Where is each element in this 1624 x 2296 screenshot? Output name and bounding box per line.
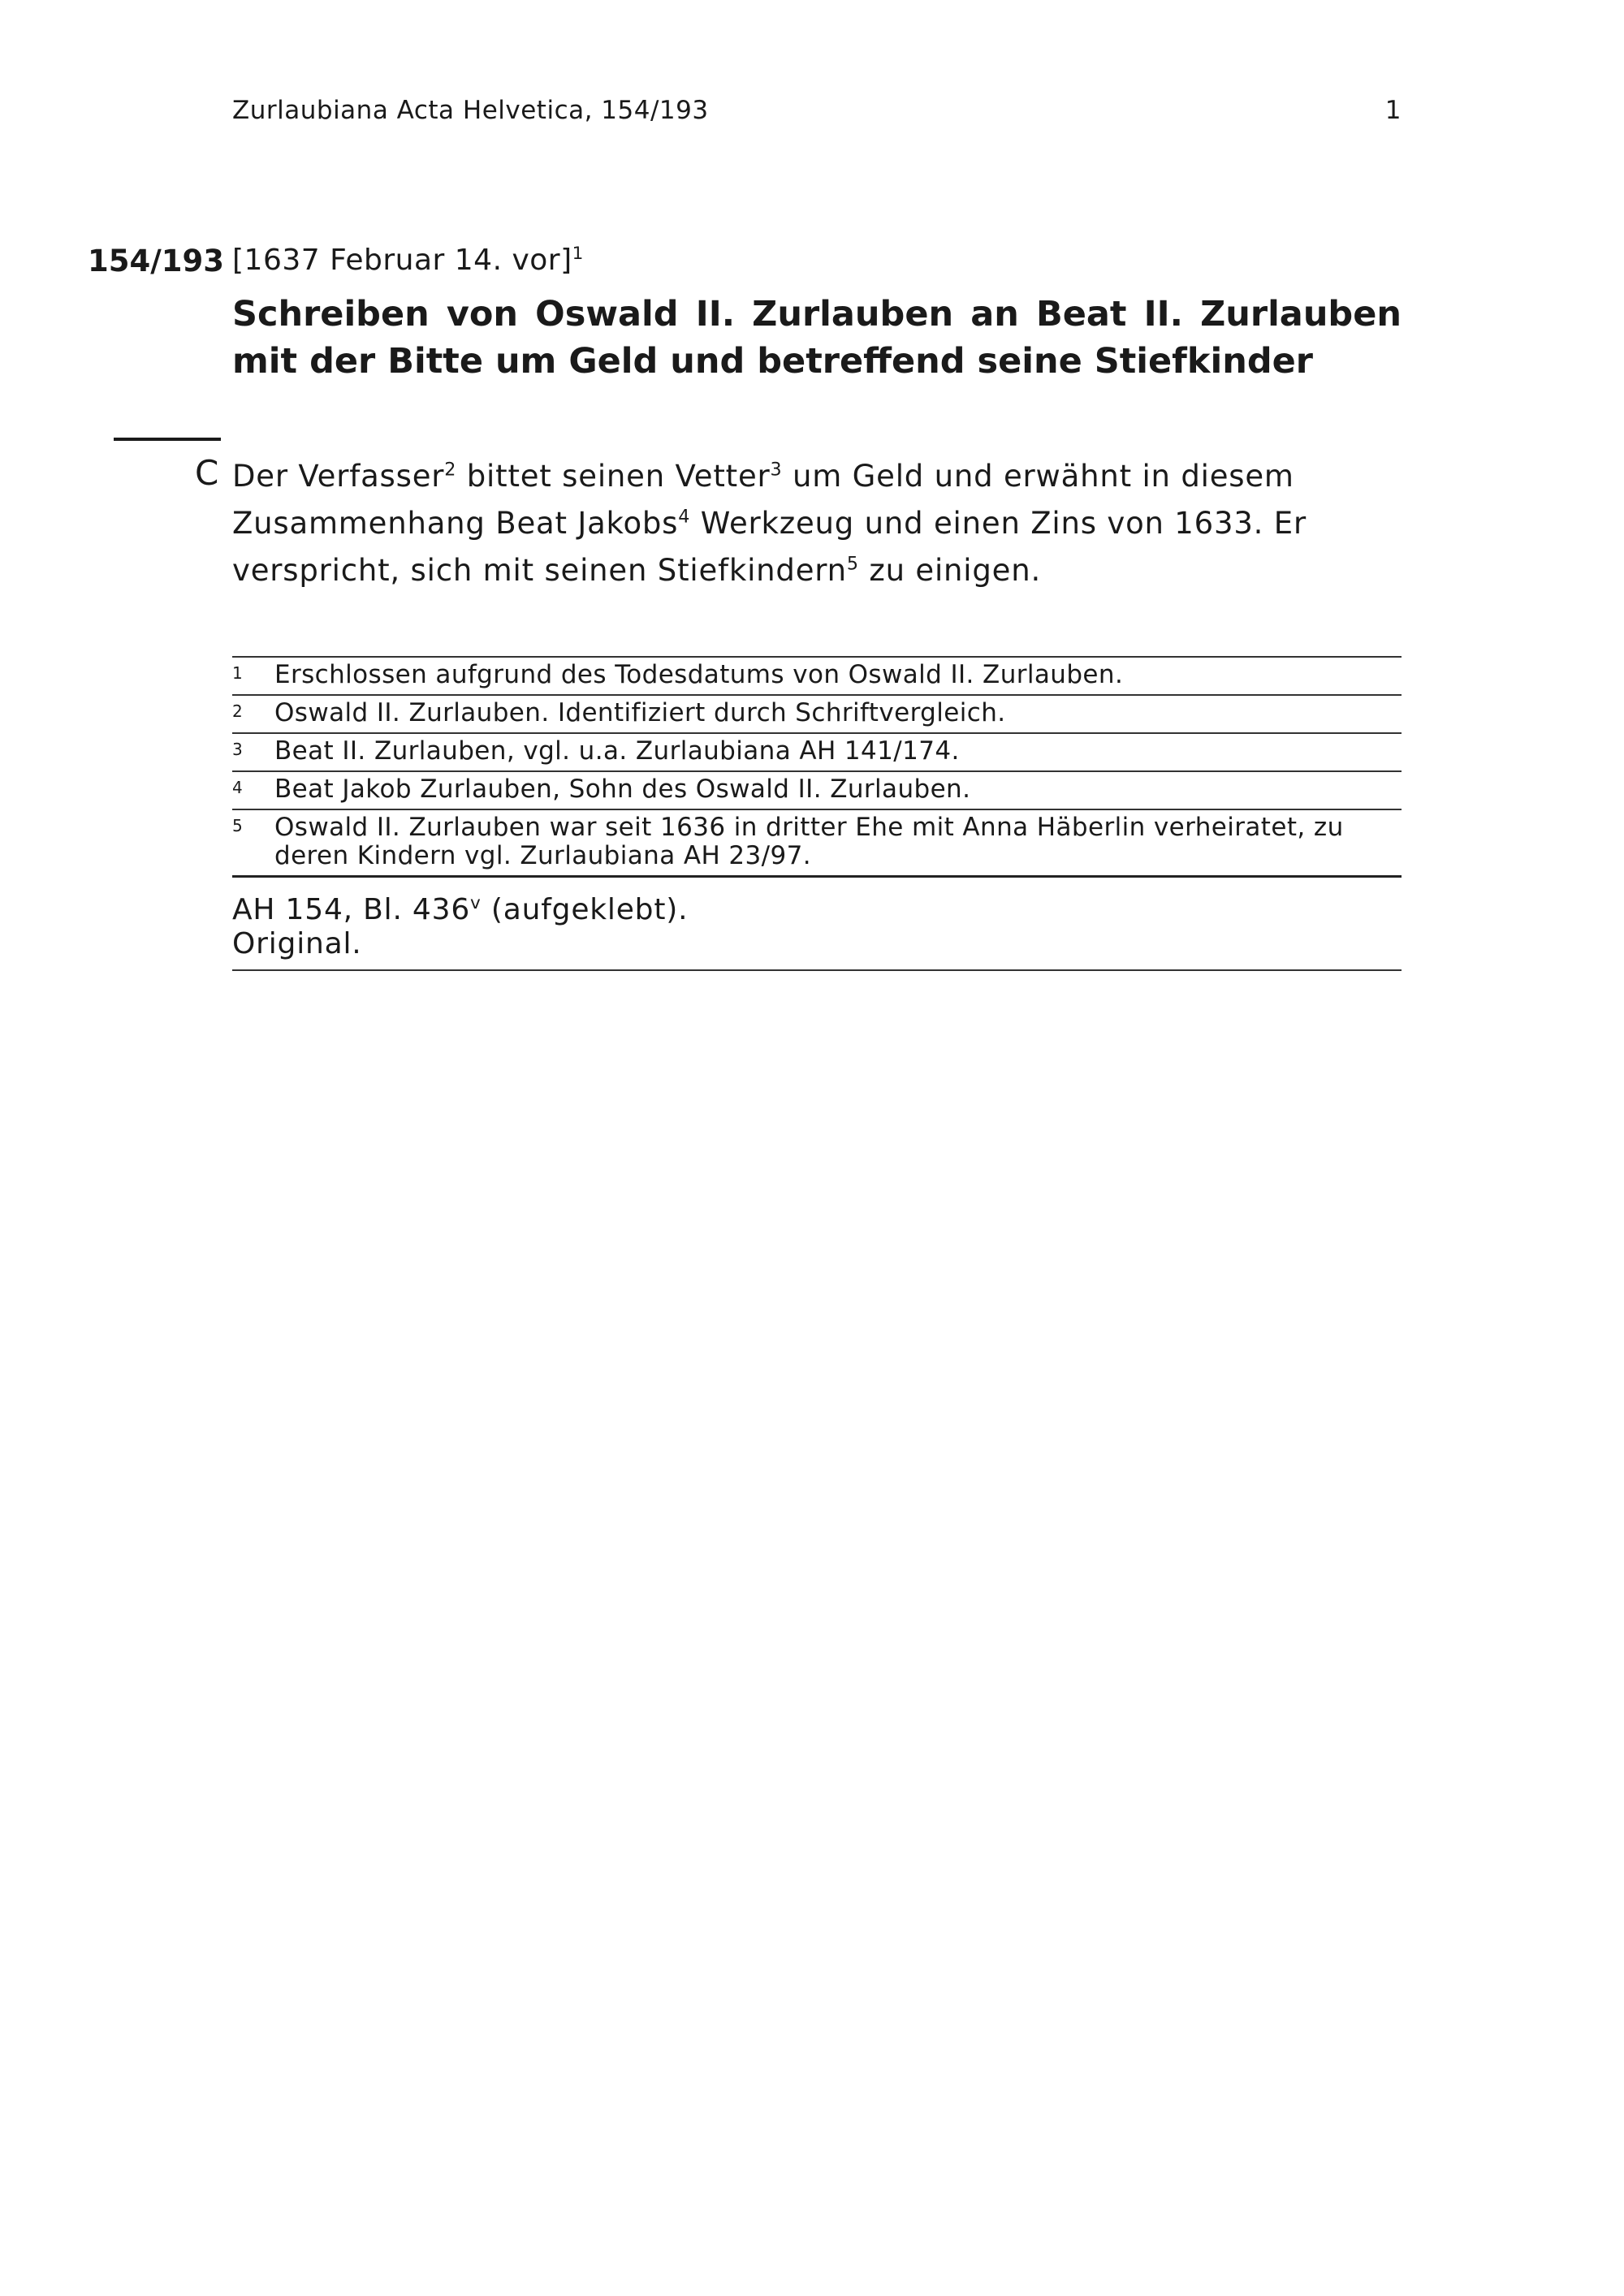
- footnote-number: 3: [232, 740, 244, 759]
- footnote-number: 2: [232, 701, 244, 721]
- footnote-number: 4: [232, 778, 244, 797]
- document-date: [232, 244, 584, 277]
- regest-part: Der Verfasser: [232, 459, 445, 494]
- footnote-text: Oswald II. Zurlauben war seit 1636 in dritter Ehe mit Anna Häberlin verheiratet, zu deren Kindern vgl. Zurlaubiana AH 23/97.: [274, 813, 1344, 870]
- footnote-number: 1: [232, 663, 244, 683]
- regest-text: [232, 453, 1402, 594]
- source-shelfmark: [232, 893, 1402, 927]
- document-title: Schreiben von Oswald II. Zurlauben an Beat II. Zurlauben mit der Bitte um Geld und betreffend seine Stiefkinder: [232, 294, 1402, 382]
- source-ref-tail: (aufgeklebt).: [481, 893, 689, 926]
- regest-part: zu einigen.: [858, 553, 1042, 588]
- footnote: [232, 696, 1402, 734]
- source-ref-sup: v: [470, 893, 482, 913]
- footnote-ref-2[interactable]: 2: [444, 459, 457, 481]
- footnotes: [232, 656, 1402, 878]
- footnote-text: Erschlossen aufgrund des Todesdatums von Oswald II. Zurlauben.: [274, 660, 1124, 689]
- footnote-number: 5: [232, 816, 244, 835]
- running-head: [232, 96, 1402, 125]
- margin-rule: [114, 438, 221, 441]
- source-ref-text: AH 154, Bl. 436: [232, 893, 471, 926]
- footnote: [232, 810, 1402, 878]
- footnote: [232, 658, 1402, 696]
- footnote-ref-3[interactable]: 3: [770, 459, 783, 481]
- footnote-ref-5[interactable]: 5: [846, 553, 859, 575]
- footnote-ref-4[interactable]: 4: [678, 506, 691, 528]
- document-number: 154/193: [88, 244, 224, 278]
- footnote-ref-1[interactable]: 1: [572, 244, 584, 264]
- running-head-title: Zurlaubiana Acta Helvetica, 154/193: [232, 96, 709, 125]
- regest-part: bittet seinen Vetter: [456, 459, 771, 494]
- regest-part: um Geld und erwähnt in diesem Zusammenhang Beat Jakobs: [232, 459, 1294, 541]
- source-type: Original.: [232, 927, 362, 960]
- footnote: [232, 734, 1402, 772]
- document-date-text: [1637 Februar 14. vor]: [232, 244, 572, 277]
- regest-part: Werkzeug und einen Zins von 1633. Er verspricht, sich mit seinen Stiefkindern: [232, 506, 1307, 588]
- source-reference: [232, 893, 1402, 971]
- footnote-text: Beat Jakob Zurlauben, Sohn des Oswald II. Zurlauben.: [274, 775, 971, 804]
- footnote-text: Oswald II. Zurlauben. Identifiziert durch Schriftvergleich.: [274, 698, 1006, 727]
- footnote: [232, 772, 1402, 810]
- footnote-text: Beat II. Zurlauben, vgl. u.a. Zurlaubiana AH 141/174.: [274, 736, 960, 766]
- page-number: 1: [1384, 96, 1402, 125]
- regest-marker: C: [195, 453, 219, 493]
